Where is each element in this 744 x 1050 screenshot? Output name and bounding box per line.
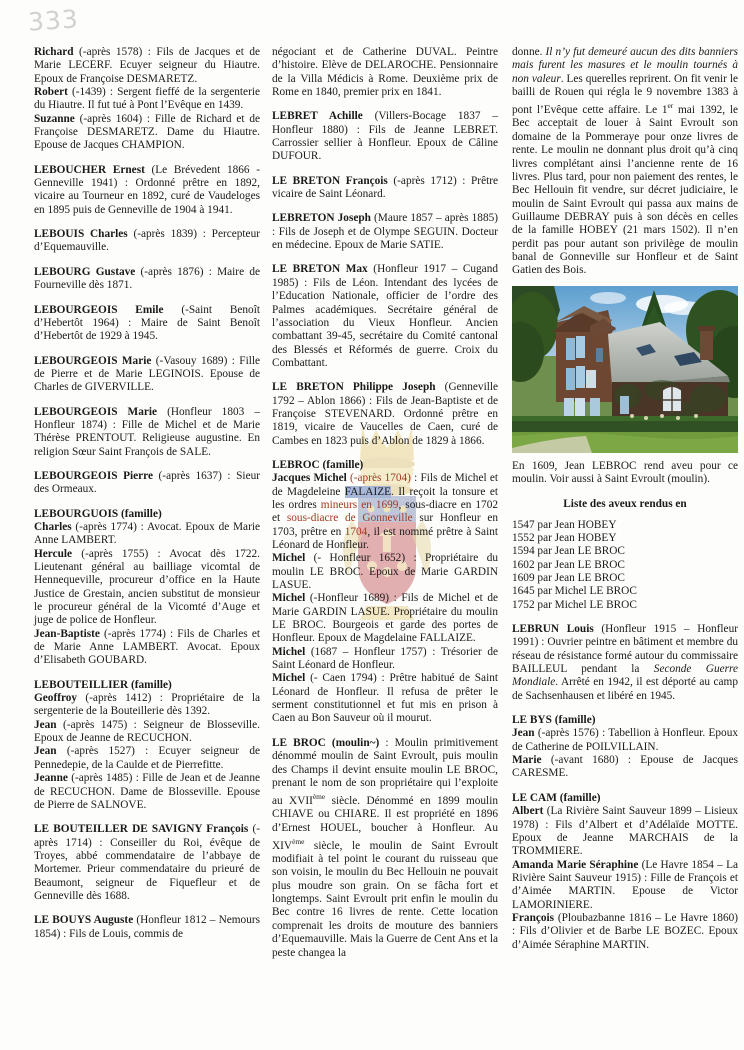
annotated-fragment: mineurs en 1699 xyxy=(320,498,399,511)
entry-name: LE BOUYS Auguste xyxy=(34,914,134,927)
continued-paragraph-moulin xyxy=(512,46,738,278)
entry-text: (-après 1578) : Fils de Jacques et de Marie LECERF. Ecuyer seigneur du Hiautre. Epoux de Françoise DESMARETZ. xyxy=(34,46,260,85)
entry-lebreton-joseph xyxy=(272,212,498,252)
cont-plain-2: . Les querelles reprirent. On fit venir le bailli de Rouen qui régla le 9 novembre 1383 à pont l’Evêque cette affaire. Le 1 xyxy=(512,72,738,117)
entry-lebret-achille xyxy=(272,110,498,163)
entry-text: (-après 1712) : Prêtre vicaire de Saint Léonard. xyxy=(272,174,498,201)
member-amanda xyxy=(512,859,738,912)
member-text: (-après 1475) : Seigneur de Blosseville. Epoux de Jeanne de RECUCHON. xyxy=(34,718,260,745)
entry-text: (Honfleur 1812 – Nemours 1854) : Fils de Louis, commis de xyxy=(34,914,261,940)
column-one xyxy=(34,46,260,960)
entry-text: (Genneville 1792 – Ablon 1866) : Fils de Jean-Baptiste et de Françoise STEVENARD. Ordonné prêtre en 1819, vicaire de Vaucelles de Caen, curé de Cambes en 1823 puis d’Ablon de 1829 à 1866. xyxy=(272,381,498,447)
family-heading-label: LEBOUTEILLIER (famille) xyxy=(34,678,172,691)
entry-text-part-1: : Moulin primitivement dénommé moulin de Saint Evroult, puis moulin des Champs il devint ensuite moulin LE BROC, prenant le nom de son propriétaire qui l’exploite au XVII xyxy=(272,736,498,807)
entry-text: (Le Brévedent 1866 - Genneville 1941) : Ordonné prêtre en 1892, vicaire au Tourneur en 1892, curé de Vaudeloges en 1895 puis de Genneville de 1904 à 1941. xyxy=(34,163,260,216)
member-name: Michel xyxy=(272,592,306,605)
entry-name: LEBOURGEOIS Marie xyxy=(34,354,152,367)
entry-text-part-3: siècle, le moulin de Saint Evroult modifiait à tel point le courant du ruisseau que son voisin, le moulin du Bec Hellouin ne pouvait plus moudre son grain. On se fâcha fort et longtemps. Saint Evroult prit enfin le moulin du Bec contre 16 livres de rente. Cette location comprenait les droits de mouture des banniers d’Equemauville. Mais la Guerre de Cent Ans et la peste changea la xyxy=(272,839,498,959)
entry-le-breton-max xyxy=(272,263,498,370)
entry-text-part-2: . Arrêté en 1942, il est déporté au camp de Sachsenhausen et libéré en 1945. xyxy=(512,676,738,702)
entry-name: LEBOURGEOIS Emile xyxy=(34,303,164,316)
member-francois xyxy=(512,912,738,952)
member-hercule xyxy=(34,548,260,628)
entry-lebouis-charles xyxy=(34,228,260,255)
family-heading-label: LEBROC (famille) xyxy=(272,458,364,471)
member-name: Jean xyxy=(512,727,535,740)
member-text: (-Honfleur 1689) : Fils de Michel et de Marie GARDIN LASUE. Propriétaire du moulin LE BROC. Bourgeois et garde des portes de Honfleur. Epoux de Magdelaine FALLAIZE. xyxy=(272,592,498,645)
cont-plain-1: donne. xyxy=(512,46,546,58)
member-name: Albert xyxy=(512,805,544,818)
member-michel-1757 xyxy=(272,646,498,673)
entry-name: LEBOURGEOIS Pierre xyxy=(34,469,153,482)
entry-text: (-après 1714) : Conseiller du Roi, évêque de Troyes, abbé commendataire de l’abbaye de Mortemer. Prieur commendataire du prieuré de Beaumont, seigneur de Fiquefleur et de Genneville dès 1688. xyxy=(34,823,260,902)
member-text: (Ploubazbanne 1816 – Le Havre 1860) : Fils d’Olivier et de Barbe LE BOZEC. Epoux d’Aimée Séraphine MARTIN. xyxy=(512,911,738,951)
member-michel-1689 xyxy=(272,592,498,645)
member-text: (La Rivière Saint Sauveur 1899 – Lisieux 1978) : Fils d’Albert et d’Adélaïde MOTTE. Epoux de Jeanne MARCHAIS de la TROMMIERE. xyxy=(512,805,738,858)
member-text: (-après 1774) : Fils de Charles et de Marie Anne LAMBERT. Avocat. Epoux d’Elisabeth GOUBARD. xyxy=(34,627,260,667)
member-name: Michel xyxy=(272,552,306,565)
entry-richard xyxy=(34,46,260,86)
member-name: Michel xyxy=(272,645,306,658)
entry-text: (-Vasouy 1689) : Fille de Pierre et de Marie LEGINOIS. Epouse de Charles de GIVERVILLE. xyxy=(34,354,260,394)
annotated-fragment: , sous-diacre en 1702 et xyxy=(272,498,499,525)
member-name: Jean xyxy=(34,745,57,758)
member-name: Marie xyxy=(512,754,542,767)
member-text: (- Caen 1794) : Prêtre habitué de Saint Léonard de Honfleur. Il refusa de prêter le serment constitutionnel et fut mis en prison à Caen au Bon Sauveur où il mourut. xyxy=(272,672,498,725)
entry-text: (-après 1604) : Fille de Richard et de Françoise DESMARETZ. Dame du Hiautre. Epouse de Jacques CHAMPION. xyxy=(34,112,260,152)
member-michel-1652 xyxy=(272,552,498,592)
member-text: (-après 1485) : Fille de Jean et de Jeanne de RECUCHON. Dame de Blosseville. Epouse de Pierre de SALNOVE. xyxy=(34,772,260,811)
ordinal-suffix: ème xyxy=(312,792,326,802)
ordinal-suffix: er xyxy=(667,101,674,111)
family-heading-label: LEBOURGUOIS (famille) xyxy=(34,507,162,520)
aveux-list-title: Liste des aveux rendus en xyxy=(563,498,687,511)
member-charles xyxy=(34,521,260,548)
aveux-list-item: 1547 par Jean HOBEY xyxy=(512,518,617,531)
entry-name: LEBOUCHER Ernest xyxy=(34,163,145,176)
entry-text: (Maure 1857 – après 1885) : Fils de Joseph et de Olympe SEGUIN. Docteur en médecine. Epoux de Marie SATIE. xyxy=(272,212,498,252)
column-three xyxy=(512,46,738,960)
member-jeanne xyxy=(34,772,260,812)
entry-robert xyxy=(34,86,260,113)
entry-name: LEBOUIS Charles xyxy=(34,228,128,241)
continued-paragraph-le-bouys: négociant et de Catherine DUVAL. Peintre d’histoire. Elève de DELAROCHE. Pensionnaire de la Villa Médicis à Rome. Deuxième prix de Rome en 1840, premier prix en 1841. xyxy=(272,46,498,99)
member-geoffroy xyxy=(34,692,260,719)
entry-name: LE BROC (moulin~) xyxy=(272,736,380,749)
family-heading-label: LE CAM (famille) xyxy=(512,791,601,804)
entry-text: (-après 1876) : Maire de Fourneville dès 1871. xyxy=(34,265,260,292)
member-name: Jean xyxy=(34,718,57,731)
entry-text: (-1439) : Sergent fieffé de la sergenterie du Hiautre. Il fut tué à Pont l’Evêque en 1439. xyxy=(34,86,260,112)
member-text: (-après 1774) : Avocat. Epoux de Marie Anne LAMBERT. xyxy=(34,520,260,547)
entry-lebourgeois-marie-vasouy xyxy=(34,355,260,395)
member-albert xyxy=(512,805,738,858)
entry-text: (-Saint Benoît d’Hebertôt 1964) : Maire de Saint Benoît d’Hebertôt de 1929 à 1945. xyxy=(34,303,260,343)
photo-caption: En 1609, Jean LEBROC rend aveu pour ce moulin. Voir aussi à Saint Evroult (moulin). xyxy=(512,459,738,485)
entry-leboucher-ernest xyxy=(34,164,260,217)
aveux-list-item: 1645 par Michel LE BROC xyxy=(512,585,637,598)
family-heading-le-bys xyxy=(512,714,738,727)
entry-name: LEBRET Achille xyxy=(272,110,363,123)
member-jean-1527 xyxy=(34,745,260,772)
entry-text-part-2: siècle. Dénommé en 1899 moulin CHIAVE ou CHIARE. Il est propriété en 1896 d’Ernest HOUEL, boucher à Honfleur. Au XIV xyxy=(272,794,498,852)
entry-name: Robert xyxy=(34,86,68,99)
member-text: (-après 1755) : Avocat dès 1722. Lieutenant général au bailliage vicomtal de Hennequeville, procureur d’office en la Haute Justice de Grestain, ancien substitut de monsieur le procureur général de la Vicomté d’Auge et juge de police de Honfleur. xyxy=(34,547,260,627)
member-text: (-avant 1680) : Epouse de Jacques CARESME. xyxy=(512,754,738,780)
member-text: (1687 – Honfleur 1757) : Trésorier de Saint Léonard de Honfleur. xyxy=(272,645,498,672)
entry-name: LEBRETON Joseph xyxy=(272,212,371,225)
family-heading-le-cam xyxy=(512,792,738,805)
aveux-list-item: 1609 par Jean LE BROC xyxy=(512,572,625,585)
entry-name: LE BRETON François xyxy=(272,174,388,187)
member-name: Michel xyxy=(272,672,306,685)
handwritten-page-number: 333 xyxy=(27,4,80,37)
entry-suzanne xyxy=(34,113,260,153)
annotated-fragment: . Il reçoit la tonsure et les ordres xyxy=(272,485,498,511)
member-name: François xyxy=(512,911,555,924)
member-text: (Le Havre 1854 – La Rivière Saint Sauveur 1915) : Fille de François et d’Aimée MARTIN. Epouse de Victor LAMORINIERE. xyxy=(512,858,738,911)
member-name: Geoffroy xyxy=(34,692,78,705)
member-jean-1475 xyxy=(34,719,260,746)
cont-plain-3: mai 1392, le Bec acceptait de louer à Saint Evroult son domaine de la Pommeraye pour onze livres de rente. Le moulin ne donnant plus droit qu’à cinq livres complétant ainsi l’ancienne rente de 16 livres. Plus tard, pour non paiement des rentes, le Bec Hellouin fit vendre, sur décret judiciaire, le moulin de Saint Evroult qui passa aux mains de Guillaume DEBRAY puis à son décès en celles de la famille HOBEY (21 mars 1502). Il n’en perdit pas pour autant son privilège de moulin banal de Gonneville sur Honfleur et de Saint Gatien des Bois. xyxy=(512,104,739,277)
family-heading-lebouteillier xyxy=(34,679,260,692)
member-marie xyxy=(512,754,738,781)
entry-lebrun-louis xyxy=(512,623,738,703)
member-name: Jacques Michel xyxy=(272,472,347,485)
entry-lebourgeois-marie-honfleur xyxy=(34,406,260,459)
entry-text: (-après 1839) : Percepteur d’Equemauville. xyxy=(34,228,260,254)
family-heading-lebourguois xyxy=(34,508,260,521)
member-name: Hercule xyxy=(34,547,73,560)
entry-le-breton-philippe-joseph xyxy=(272,381,498,448)
family-heading-lebroc xyxy=(272,459,498,472)
annotated-fragment: sur Honfleur en 1703, prêtre en xyxy=(272,512,498,538)
member-text: (-après 1576) : Tabellion à Honfleur. Epoux de Catherine de POILVILLAIN. xyxy=(512,727,738,753)
member-text: (-après 1527) : Ecuyer seigneur de Pennedepie, de la Caulde et de Pierrefitte. xyxy=(34,745,260,771)
member-jean-baptiste xyxy=(34,628,260,668)
member-name: Jean-Baptiste xyxy=(34,627,100,640)
member-michel-1794 xyxy=(272,672,498,725)
entry-text: (Honfleur 1803 – Honfleur 1874) : Fille de Michel et de Marie Thérèse PRENTOUT. Religieuse augustine. En religion Sœur Saint François de SALE. xyxy=(34,405,260,458)
annotated-fragment: , il est nommé prêtre à Saint Léonard de Honfleur. xyxy=(272,525,498,551)
member-jean xyxy=(512,727,738,754)
entry-lebourg-gustave xyxy=(34,266,260,293)
entry-name: LE BRETON Philippe Joseph xyxy=(272,381,436,394)
entry-le-breton-francois xyxy=(272,175,498,202)
annotated-fragment: 1704 xyxy=(344,525,368,538)
entry-name: LEBOURGEOIS Marie xyxy=(34,405,158,418)
three-column-text-body xyxy=(0,46,744,960)
annotated-fragment: FALAIZE xyxy=(344,485,392,498)
moulin-le-broc-photograph xyxy=(512,286,738,453)
family-heading-label: LE BYS (famille) xyxy=(512,714,596,727)
entry-name: LE BOUTEILLER DE SAVIGNY François xyxy=(34,823,249,836)
entry-le-bouteiller-de-savigny xyxy=(34,823,260,903)
entry-text-part-1: (Honfleur 1915 – Honfleur 1991) : Ouvrier peintre en bâtiment et membre du réseau de résistance formé autour du commissaire BAILLEUL pendant la xyxy=(512,623,738,676)
annotated-fragment: (-après 1704) xyxy=(346,472,411,485)
entry-le-bouys-auguste xyxy=(34,914,260,941)
cont-italic-quote: Il n’y fut demeuré aucun des dits banniers mais furent les masures et le moulin tournés à non valeur xyxy=(512,46,738,85)
annotated-fragment: sous-diacre de Gonneville xyxy=(286,512,413,525)
entry-name: Suzanne xyxy=(34,112,75,125)
member-name: Charles xyxy=(34,520,72,533)
entry-name: LEBOURG Gustave xyxy=(34,265,136,278)
entry-lebourgeois-pierre xyxy=(34,470,260,497)
member-text: (- Honfleur 1652) : Propriétaire du moulin LE BROC. Epoux de Marie GARDIN LASUE. xyxy=(272,552,498,592)
member-name: Amanda Marie Séraphine xyxy=(512,858,639,871)
column-two xyxy=(272,46,498,960)
member-text: (-après 1412) : Propriétaire de la sergenterie de la Bouteillerie dès 1392. xyxy=(34,692,260,718)
aveux-list-item: 1552 par Jean HOBEY xyxy=(512,531,617,544)
entry-name: LE BRETON Max xyxy=(272,263,368,276)
entry-name: LEBRUN Louis xyxy=(512,623,594,636)
entry-le-broc-moulin xyxy=(272,737,498,960)
ordinal-suffix: ème xyxy=(292,836,305,846)
member-jacques-michel xyxy=(272,472,498,552)
entry-text: (Honfleur 1917 – Cugand 1985) : Fils de Léon. Intendant des lycées de l’Education Nationale, officier de l’ordre des Palmes académiques. Secrétaire général de l’association du Vieux Honfleur. Ancien combattant 39-45, secrétaire du Comité cantonal des Blessés et Réformés de guerre. Croix du Combattant. xyxy=(272,263,498,369)
aveux-list-item: 1602 par Jean LE BROC xyxy=(512,558,625,571)
annotated-fragment: : Fils de Michel et de Magdeleine xyxy=(272,472,498,498)
entry-italic-phrase: Seconde Guerre Mondiale xyxy=(512,663,739,689)
entry-name: Richard xyxy=(34,46,74,58)
aveux-list-item: 1752 par Michel LE BROC xyxy=(512,598,637,611)
entry-lebourgeois-emile xyxy=(34,304,260,344)
aveux-list-item: 1594 par Jean LE BROC xyxy=(512,545,625,558)
entry-text: (Villers-Bocage 1837 – Honfleur 1880) : Fils de Jeanne LEBRET. Carrossier sellier à Honfleur. Epoux de Câline DUFOUR. xyxy=(272,110,499,163)
member-name: Jeanne xyxy=(34,772,68,785)
entry-text: (-après 1637) : Sieur des Ormeaux. xyxy=(34,469,260,496)
